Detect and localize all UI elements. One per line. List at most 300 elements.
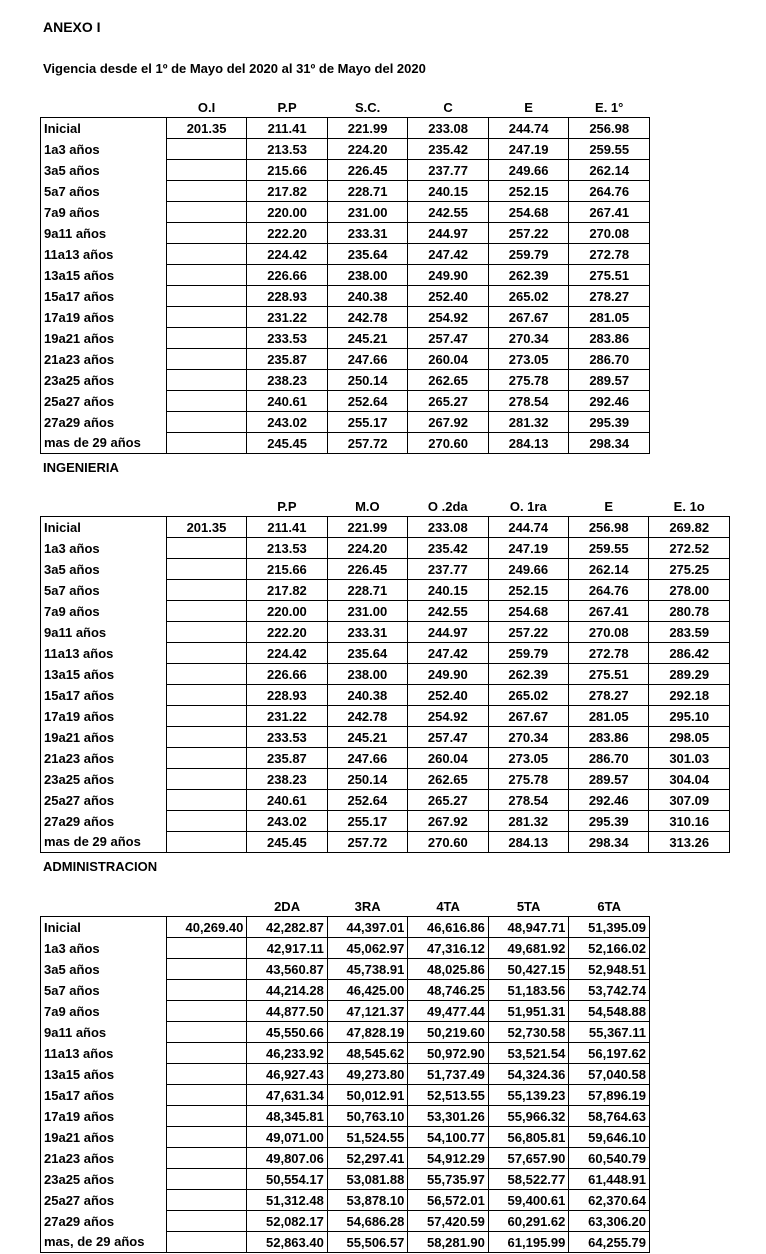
table-cell: 233.08 [408,118,489,139]
table-cell: 278.54 [488,790,568,811]
table-cell: 46,927.43 [247,1064,328,1085]
column-header: 3RA [354,898,381,914]
table-cell: 240.15 [408,181,489,202]
table-cell: 292.46 [568,790,648,811]
table-cell: 231.22 [247,307,328,328]
table-row [41,1106,650,1127]
table-cell: 283.86 [568,727,648,748]
table-cell [166,412,247,433]
table-cell: 56,197.62 [569,1043,650,1064]
table-cell: 58,522.77 [488,1169,569,1190]
table-cell [166,181,247,202]
table-cell: 298.34 [568,832,648,853]
table-cell: 265.02 [488,286,569,307]
table-cell: 257.47 [408,727,488,748]
column-header: 5TA [516,898,541,914]
table-cell: 252.15 [488,181,569,202]
table-cell: 224.20 [327,538,407,559]
table-cell: 264.76 [568,580,648,601]
table-cell: 50,554.17 [247,1169,328,1190]
table-cell: 52,297.41 [327,1148,408,1169]
table-cell: 313.26 [649,832,730,853]
table-row [41,307,650,328]
table-cell: 298.05 [649,727,730,748]
table-cell [166,622,246,643]
table-cell: 59,400.61 [488,1190,569,1211]
table-cell: 252.40 [408,286,489,307]
table-row [41,328,650,349]
doc-title: ANEXO I [43,19,101,35]
table-cell: 58,764.63 [569,1106,650,1127]
table-row [41,223,650,244]
header-row [41,896,650,917]
table-cell: 49,477.44 [408,1001,489,1022]
table-cell: 238.00 [327,265,408,286]
table-cell: 270.34 [488,727,568,748]
table-cell: 310.16 [649,811,730,832]
row-label: 25a27 años [41,1190,167,1211]
table-row [41,685,730,706]
table-cell [166,559,246,580]
table-cell: 249.90 [408,664,488,685]
table-row [41,832,730,853]
table-cell: 281.05 [569,307,650,328]
row-label: 7a9 años [41,202,167,223]
table-cell: 54,548.88 [569,1001,650,1022]
table-cell: 48,545.62 [327,1043,408,1064]
table-cell: 226.66 [247,664,327,685]
table-cell: 247.42 [408,244,489,265]
table-cell: 55,367.11 [569,1022,650,1043]
column-header: E [524,99,533,115]
table-cell: 235.64 [327,244,408,265]
table-cell: 235.42 [408,139,489,160]
table-cell: 45,062.97 [327,938,408,959]
table-cell: 295.39 [568,811,648,832]
table-cell: 52,166.02 [569,938,650,959]
table-cell: 48,345.81 [247,1106,328,1127]
table-cell: 238.23 [247,769,327,790]
table-cell: 283.86 [569,328,650,349]
table-cell: 267.92 [408,811,488,832]
table-ingenieria [40,496,730,853]
table-cell: 235.64 [327,643,407,664]
table-cell: 280.78 [649,601,730,622]
table-cell: 52,948.51 [569,959,650,980]
table-cell [166,1064,247,1085]
table-cell: 52,863.40 [247,1232,328,1253]
table-cell: 257.47 [408,328,489,349]
table-cell: 259.55 [568,538,648,559]
table-row [41,727,730,748]
row-label: 5a7 años [41,580,167,601]
table-row [41,706,730,727]
table-cell: 50,219.60 [408,1022,489,1043]
row-label: mas, de 29 años [41,1232,167,1253]
table-general [40,97,650,454]
table-cell: 267.41 [568,601,648,622]
table-cell [166,769,246,790]
table-cell: 60,291.62 [488,1211,569,1232]
table-cell: 56,572.01 [408,1190,489,1211]
table-row [41,1190,650,1211]
table-cell [166,349,247,370]
table-cell: 257.72 [327,832,407,853]
table-row [41,769,730,790]
table-cell: 247.66 [327,349,408,370]
table-cell: 53,878.10 [327,1190,408,1211]
row-label: 17a19 años [41,307,167,328]
table-cell: 226.45 [327,160,408,181]
table-cell: 220.00 [247,601,327,622]
table-row [41,790,730,811]
table-cell: 49,071.00 [247,1127,328,1148]
header-cell-empty [41,496,167,517]
table-cell [166,748,246,769]
column-header: S.C. [354,99,381,115]
table-cell: 51,524.55 [327,1127,408,1148]
section-title-ingenieria: INGENIERIA [43,460,119,475]
table-cell: 272.52 [649,538,730,559]
table-cell: 250.14 [327,370,408,391]
table-cell: 265.27 [408,391,489,412]
table-row [41,580,730,601]
row-label: 21a23 años [41,1148,167,1169]
table-cell: 60,540.79 [569,1148,650,1169]
table-row [41,559,730,580]
table-cell: 221.99 [327,517,407,538]
table-cell: 270.60 [408,832,488,853]
table-cell: 48,947.71 [488,917,569,938]
table-cell: 61,195.99 [488,1232,569,1253]
table-cell: 228.93 [247,286,328,307]
column-header: M.O [355,498,380,514]
row-label: 9a11 años [41,1022,167,1043]
row-label: Inicial [41,917,167,938]
table-cell: 289.29 [649,664,730,685]
table-cell: 224.42 [247,244,328,265]
table-cell: 265.02 [488,685,568,706]
header-cell-empty [41,896,167,917]
row-label: 25a27 años [41,790,167,811]
table-row [41,286,650,307]
table-cell: 221.99 [327,118,408,139]
row-label: 13a15 años [41,1064,167,1085]
table-cell: 49,807.06 [247,1148,328,1169]
table-cell: 50,763.10 [327,1106,408,1127]
table-row [41,980,650,1001]
table-cell [166,580,246,601]
row-label: 17a19 años [41,706,167,727]
table-cell: 244.97 [408,223,489,244]
table-cell: 235.42 [408,538,488,559]
table-cell: 292.18 [649,685,730,706]
table-cell: 213.53 [247,139,328,160]
table-cell [166,811,246,832]
table-row [41,622,730,643]
table-row [41,1022,650,1043]
table-row [41,160,650,181]
table-row [41,349,650,370]
table-cell: 222.20 [247,622,327,643]
row-label: 19a21 años [41,727,167,748]
row-label: 19a21 años [41,1127,167,1148]
row-label: 9a11 años [41,223,167,244]
table-cell: 51,951.31 [488,1001,569,1022]
table-cell: 233.53 [247,727,327,748]
column-header: 2DA [274,898,301,914]
table-row [41,139,650,160]
column-header [166,896,247,917]
table-cell [166,391,247,412]
table-cell: 252.15 [488,580,568,601]
table-cell: 245.45 [247,433,328,454]
table-cell: 269.82 [649,517,730,538]
table-cell: 228.71 [327,580,407,601]
table-cell: 238.00 [327,664,407,685]
table-cell [166,959,247,980]
table-row [41,244,650,265]
row-label: 21a23 años [41,349,167,370]
table-cell: 242.78 [327,706,407,727]
table-cell: 247.66 [327,748,407,769]
table-cell: 42,282.87 [247,917,328,938]
header-row [41,97,650,118]
table-cell: 272.78 [568,643,648,664]
table-cell: 267.67 [488,307,569,328]
table-cell [166,790,246,811]
table-cell: 240.61 [247,790,327,811]
row-label: 11a13 años [41,1043,167,1064]
table-cell: 242.55 [408,202,489,223]
table-cell: 284.13 [488,433,569,454]
table-cell: 265.27 [408,790,488,811]
table-cell [166,1106,247,1127]
table-cell: 254.68 [488,202,569,223]
table-cell: 53,521.54 [488,1043,569,1064]
table-cell: 270.08 [569,223,650,244]
table-cell: 201.35 [166,517,246,538]
header-cell-empty [41,97,167,118]
table-cell: 55,735.97 [408,1169,489,1190]
table-cell: 240.38 [327,685,407,706]
row-label: 9a11 años [41,622,167,643]
table-administracion [40,896,650,1253]
table-cell: 50,427.15 [488,959,569,980]
table-row [41,748,730,769]
table-cell: 249.66 [488,160,569,181]
table-cell [166,202,247,223]
table-cell [166,160,247,181]
row-label: 15a17 años [41,286,167,307]
table-row [41,959,650,980]
table-row [41,118,650,139]
row-label: 27a29 años [41,412,167,433]
table-cell: 242.78 [327,307,408,328]
table-cell: 226.45 [327,559,407,580]
table-cell: 283.59 [649,622,730,643]
table-cell: 53,301.26 [408,1106,489,1127]
table-row [41,1211,650,1232]
table-cell: 275.51 [569,265,650,286]
table-cell: 275.51 [568,664,648,685]
table-cell: 267.92 [408,412,489,433]
table-cell: 55,966.32 [488,1106,569,1127]
table-cell: 44,214.28 [247,980,328,1001]
table-cell: 44,877.50 [247,1001,328,1022]
table-cell: 55,506.57 [327,1232,408,1253]
table-cell: 247.19 [488,139,569,160]
table-row [41,1148,650,1169]
row-label: 25a27 años [41,391,167,412]
table-cell [166,223,247,244]
table-cell: 50,972.90 [408,1043,489,1064]
table-cell: 224.20 [327,139,408,160]
table-cell: 46,425.00 [327,980,408,1001]
table-cell: 254.68 [488,601,568,622]
table-cell: 51,737.49 [408,1064,489,1085]
table-cell: 213.53 [247,538,327,559]
table-cell: 226.66 [247,265,328,286]
table-cell: 267.67 [488,706,568,727]
column-header: 4TA [436,898,460,914]
table-cell: 220.00 [247,202,328,223]
table-cell: 244.97 [408,622,488,643]
table-cell: 256.98 [568,517,648,538]
table-cell: 255.17 [327,811,407,832]
table-cell [166,307,247,328]
table-cell: 54,100.77 [408,1127,489,1148]
table-cell: 233.08 [408,517,488,538]
table-cell [166,433,247,454]
table-cell: 47,316.12 [408,938,489,959]
table-cell: 237.77 [408,160,489,181]
column-header: E. 1o [673,498,705,514]
column-header: E [604,498,614,514]
table-cell [166,1232,247,1253]
table-cell: 257.72 [327,433,408,454]
table-row [41,664,730,685]
table-cell: 284.13 [488,832,568,853]
table-cell [166,328,247,349]
table-cell: 238.23 [247,370,328,391]
table-cell: 235.87 [247,748,327,769]
table-cell: 255.17 [327,412,408,433]
table-cell: 46,616.86 [408,917,489,938]
table-cell [166,1022,247,1043]
table-cell [166,1001,247,1022]
table-cell [166,1127,247,1148]
table-cell: 259.79 [488,244,569,265]
table-cell: 295.10 [649,706,730,727]
row-label: mas de 29 años [41,433,167,454]
table-cell: 286.70 [568,748,648,769]
table-row [41,1169,650,1190]
table-cell: 201.35 [166,118,247,139]
table-row [41,1064,650,1085]
table-cell: 222.20 [247,223,328,244]
table-cell [166,265,247,286]
table-cell: 286.42 [649,643,730,664]
table-cell: 275.78 [488,370,569,391]
table-cell: 233.53 [247,328,328,349]
table-cell: 264.76 [569,181,650,202]
table-cell: 245.45 [247,832,327,853]
table-cell: 262.39 [488,265,569,286]
table-cell: 48,746.25 [408,980,489,1001]
table-cell [166,1169,247,1190]
table-cell [166,1148,247,1169]
table-cell: 249.90 [408,265,489,286]
table-cell: 249.66 [488,559,568,580]
table-cell: 52,730.58 [488,1022,569,1043]
column-header: O. 1ra [509,498,547,514]
table-cell [166,685,246,706]
table-cell: 211.41 [247,517,327,538]
table-cell: 48,025.86 [408,959,489,980]
row-label: 1a3 años [41,139,167,160]
table-cell: 252.64 [327,790,407,811]
row-label: 7a9 años [41,1001,167,1022]
table-cell: 295.39 [569,412,650,433]
table-cell: 49,273.80 [327,1064,408,1085]
table-cell: 281.05 [568,706,648,727]
table-cell [166,244,247,265]
table-cell: 286.70 [569,349,650,370]
table-cell: 254.92 [408,706,488,727]
table-cell: 240.15 [408,580,488,601]
table-cell: 55,139.23 [488,1085,569,1106]
column-header: P.P [277,99,297,115]
table-cell: 46,233.92 [247,1043,328,1064]
table-cell [166,664,246,685]
table-row [41,917,650,938]
row-label: 23a25 años [41,1169,167,1190]
table-row [41,517,730,538]
table-cell: 56,805.81 [488,1127,569,1148]
table-cell: 51,312.48 [247,1190,328,1211]
table-cell: 273.05 [488,748,568,769]
row-label: 19a21 años [41,328,167,349]
table-cell [166,1190,247,1211]
table-cell: 262.65 [408,370,489,391]
table-cell [166,643,246,664]
table-cell: 217.82 [247,580,327,601]
table-cell [166,286,247,307]
column-header: C [443,99,453,115]
validity-text: Vigencia desde el 1º de Mayo del 2020 al 31º de Mayo del 2020 [43,61,426,76]
table-row [41,601,730,622]
row-label: mas de 29 años [41,832,167,853]
table-cell: 215.66 [247,160,328,181]
table-cell [166,832,246,853]
table-cell: 247.42 [408,643,488,664]
section-title-administracion: ADMINISTRACION [43,859,158,874]
table-cell: 54,912.29 [408,1148,489,1169]
table-cell: 224.42 [247,643,327,664]
table-cell: 289.57 [568,769,648,790]
table-row [41,1127,650,1148]
table-cell [166,980,247,1001]
table-cell: 42,917.11 [247,938,328,959]
column-header: O .2da [427,498,468,514]
row-label: 3a5 años [41,959,167,980]
table-cell: 52,082.17 [247,1211,328,1232]
table-cell: 270.34 [488,328,569,349]
table-cell: 61,448.91 [569,1169,650,1190]
row-label: 1a3 años [41,938,167,959]
table-cell: 237.77 [408,559,488,580]
